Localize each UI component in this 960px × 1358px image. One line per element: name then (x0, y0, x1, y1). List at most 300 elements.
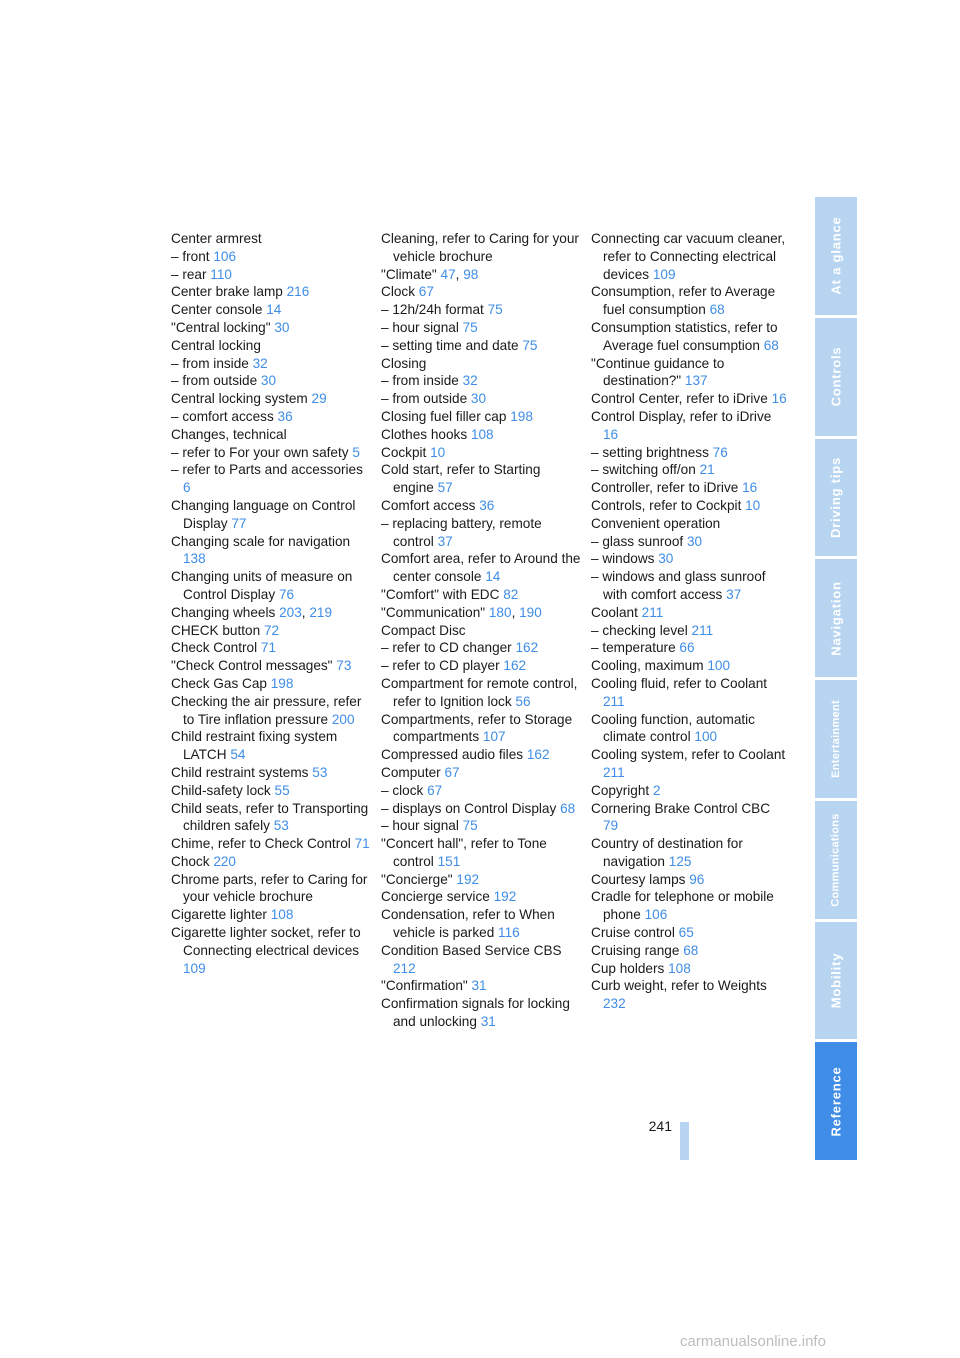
page-reference-link[interactable]: 106 (213, 248, 237, 264)
index-entry (381, 355, 581, 373)
index-term: – from inside (171, 355, 249, 371)
index-term: – replacing battery, remote control (381, 515, 542, 549)
index-term: Clock (381, 284, 415, 300)
index-term: – refer to Parts and accessories (171, 462, 363, 478)
section-tab-mobility[interactable] (815, 922, 857, 1040)
index-entry (591, 444, 787, 462)
index-entry (381, 657, 581, 675)
index-term: Control Center, refer to iDrive (591, 391, 768, 407)
page-reference-link[interactable]: 200 (331, 711, 355, 727)
index-entry (591, 800, 787, 836)
index-term: – checking level (591, 622, 688, 638)
page-reference-link[interactable]: 109 (652, 266, 676, 282)
section-tab-at-a-glance[interactable] (815, 197, 857, 315)
index-entry (591, 675, 787, 711)
index-entry (171, 337, 371, 355)
page-reference-link[interactable]: 71 (354, 836, 370, 852)
index-entry (591, 533, 787, 551)
page-reference-link[interactable]: 65 (678, 925, 694, 941)
page-reference-link[interactable]: 98 (463, 266, 479, 282)
index-entry (381, 675, 581, 711)
page-reference-link[interactable]: 68 (709, 302, 725, 318)
index-entry (381, 497, 581, 515)
index-entry (591, 319, 787, 355)
index-term: "Concert hall", refer to Tone control (381, 836, 547, 869)
index-term: Child restraint systems (171, 764, 309, 780)
index-term: Check Control (171, 640, 258, 656)
page-reference-link[interactable]: 232 (603, 996, 626, 1012)
index-entry (171, 800, 371, 836)
page-reference-link[interactable]: 10 (430, 444, 446, 460)
page-reference-link[interactable]: 96 (689, 871, 705, 887)
page-reference-link[interactable]: 75 (462, 818, 478, 834)
index-term: – displays on Control Display (381, 800, 557, 816)
page-reference-link[interactable]: 2 (652, 782, 661, 798)
index-entry (591, 782, 787, 800)
index-entry (381, 586, 581, 604)
index-term: Confirmation signals for locking and unlocking (381, 996, 570, 1030)
page-reference-link[interactable]: 116 (498, 925, 520, 941)
index-entry (381, 444, 581, 462)
page-reference-link[interactable]: 67 (444, 764, 460, 780)
index-term: – from outside (171, 373, 258, 389)
index-entry (171, 319, 371, 337)
page-reference-link[interactable]: 192 (493, 889, 517, 905)
page-reference-link[interactable]: 36 (277, 408, 293, 424)
index-term: Concierge service (381, 889, 490, 905)
page-reference-link[interactable]: 190 (519, 604, 542, 620)
index-term: Clothes hooks (381, 426, 468, 442)
index-entry (381, 515, 581, 551)
index-term: Child-safety lock (171, 782, 271, 798)
page-reference-link[interactable]: 6 (183, 480, 191, 496)
page-reference-link[interactable]: 53 (312, 764, 328, 780)
page-reference-link[interactable]: 5 (352, 444, 360, 460)
index-term: Cleaning, refer to Caring for your vehicle brochure (381, 231, 579, 264)
index-entry (591, 479, 787, 497)
index-term: Cup holders (591, 960, 665, 976)
page-reference-link[interactable]: 56 (515, 693, 531, 709)
index-term: – glass sunroof (591, 533, 684, 549)
section-tab-label: Mobility (828, 952, 844, 1009)
page-reference-link[interactable]: 100 (694, 729, 718, 745)
page-reference-link[interactable]: 75 (462, 319, 478, 335)
index-term: – temperature (591, 640, 676, 656)
page-reference-link[interactable]: 31 (480, 1014, 496, 1030)
index-entry (591, 604, 787, 622)
page-reference-link[interactable]: 79 (603, 818, 619, 834)
index-term: – switching off/on (591, 462, 696, 478)
index-term: Condition Based Service CBS (381, 942, 562, 958)
index-entry (381, 461, 581, 497)
index-term: Changing language on Control Display (171, 497, 356, 531)
index-entry (591, 746, 787, 782)
index-term: – front (171, 248, 210, 264)
page-reference-link[interactable]: 180 (488, 604, 512, 620)
index-entry (381, 390, 581, 408)
index-entry: "Climate" 47, 98 (381, 266, 479, 282)
index-term: Changes, technical (171, 426, 287, 442)
index-term: Closing fuel filler cap (381, 408, 507, 424)
index-entry (171, 657, 371, 675)
index-entry (381, 337, 581, 355)
index-term: "Climate" (381, 266, 437, 282)
index-term: "Check Control messages" (171, 658, 333, 674)
page-reference-link[interactable]: 16 (742, 480, 758, 496)
index-term: CHECK button (171, 622, 261, 638)
page-reference-link[interactable]: 21 (699, 462, 715, 478)
page-reference-link[interactable]: 68 (560, 800, 576, 816)
page-reference-link[interactable]: 67 (427, 782, 443, 798)
index-entry (591, 639, 787, 657)
index-entry (591, 657, 787, 675)
section-tab-label: Entertainment (830, 699, 843, 778)
page-reference-link[interactable]: 109 (183, 960, 206, 976)
index-entry (381, 995, 581, 1031)
index-entry (171, 372, 371, 390)
index-entry (171, 906, 371, 924)
index-column-2 (381, 230, 581, 1031)
page-reference-link[interactable]: 219 (309, 604, 333, 620)
page-reference-link[interactable]: 137 (684, 373, 708, 389)
page-reference-link[interactable]: 211 (641, 604, 664, 620)
page-reference-link[interactable]: 75 (522, 337, 538, 353)
index-entry (171, 693, 371, 729)
section-tab-label: Driving tips (828, 456, 844, 538)
index-entry (171, 622, 371, 640)
index-entry (381, 977, 581, 995)
page-reference-link[interactable]: 57 (437, 480, 453, 496)
index-entry: Changing wheels 203, 219 (171, 604, 333, 620)
section-tab-label: Controls (828, 346, 844, 407)
index-entry (591, 230, 787, 283)
index-term: "Central locking" (171, 319, 271, 335)
page-reference-link[interactable]: 77 (231, 515, 247, 531)
index-term: Central locking system (171, 391, 308, 407)
index-entry (381, 622, 581, 640)
index-entry (381, 782, 581, 800)
index-term: Center armrest (171, 231, 262, 246)
index-term: Convenient operation (591, 515, 721, 531)
index-term: Cruising range (591, 942, 680, 958)
page-reference-link[interactable]: 54 (230, 747, 246, 763)
section-tab-communications[interactable] (815, 801, 857, 919)
index-column-1 (171, 230, 371, 977)
index-term: Connecting car vacuum cleaner, refer to Connecting electrical devices (591, 231, 786, 282)
page-reference-link[interactable]: 138 (183, 551, 206, 567)
index-term: Compact Disc (381, 622, 466, 638)
index-term: Cockpit (381, 444, 427, 460)
index-entry (591, 355, 787, 391)
index-term: Computer (381, 764, 441, 780)
index-term: Chock (171, 853, 210, 869)
index-term: Consumption statistics, refer to Average fuel consumption (591, 319, 778, 353)
index-term: "Confirmation" (381, 978, 468, 994)
page-reference-link[interactable]: 14 (485, 569, 501, 585)
index-entry (591, 408, 787, 444)
index-term: Copyright (591, 782, 650, 798)
index-entry (171, 782, 371, 800)
index-term: – setting brightness (591, 444, 709, 460)
index-entry (381, 372, 581, 390)
section-tab-reference[interactable] (815, 1042, 857, 1160)
page-reference-link[interactable]: 30 (658, 551, 674, 567)
index-term: Cornering Brake Control CBC (591, 800, 771, 816)
index-term: Compressed audio files (381, 747, 524, 763)
page-reference-link[interactable]: 203 (279, 604, 302, 620)
index-entry (591, 497, 787, 515)
page-reference-link[interactable]: 192 (456, 871, 480, 887)
index-entry (381, 426, 581, 444)
page-reference-link[interactable]: 32 (252, 355, 268, 371)
page-reference-link[interactable]: 198 (270, 675, 294, 691)
index-term: Cooling system, refer to Coolant (591, 747, 786, 763)
page-reference-link[interactable]: 31 (471, 978, 487, 994)
index-entry (591, 711, 787, 747)
index-entry (171, 568, 371, 604)
page-reference-link[interactable]: 162 (503, 658, 527, 674)
index-entry (591, 942, 787, 960)
page-reference-link[interactable]: 212 (393, 960, 416, 976)
index-entry (171, 728, 371, 764)
index-term: Cooling, maximum (591, 658, 704, 674)
page-reference-link[interactable]: 16 (603, 426, 619, 442)
page-reference-link[interactable]: 30 (260, 373, 277, 389)
page-number-bar (680, 1122, 689, 1160)
index-entry (591, 871, 787, 889)
index-term: Checking the air pressure, refer to Tire inflation pressure (171, 693, 362, 727)
index-entry (381, 764, 581, 782)
index-entry (171, 835, 371, 853)
page-number: 241 (648, 1118, 672, 1134)
page-reference-link[interactable]: 47 (440, 266, 456, 282)
page-reference-link[interactable]: 110 (210, 266, 232, 282)
page-reference-link[interactable]: 10 (745, 497, 761, 513)
index-entry (381, 283, 581, 301)
page-reference-link[interactable]: 30 (274, 319, 290, 335)
index-entry (381, 800, 581, 818)
index-column-3 (591, 230, 787, 1013)
index-entry (171, 266, 371, 284)
index-term: Cradle for telephone or mobile phone (591, 889, 774, 923)
section-tab-navigation[interactable] (815, 559, 857, 677)
index-term: – hour signal (381, 818, 459, 834)
page-reference-link[interactable]: 82 (503, 586, 519, 602)
index-term: – setting time and date (381, 337, 519, 353)
section-tabs (815, 197, 857, 1160)
index-term: – windows (591, 551, 655, 567)
index-entry (591, 960, 787, 978)
index-entry (591, 924, 787, 942)
index-entry (171, 871, 371, 907)
section-tab-controls[interactable] (815, 318, 857, 436)
section-tab-driving-tips[interactable] (815, 439, 857, 557)
index-term: Cigarette lighter socket, refer to Connecting electrical devices (171, 925, 361, 958)
section-tab-label: Navigation (828, 580, 844, 656)
page-reference-link[interactable]: 216 (286, 284, 310, 300)
page-reference-link[interactable]: 75 (487, 302, 503, 318)
index-entry (381, 639, 581, 657)
page-reference-link[interactable]: 211 (603, 693, 625, 709)
index-term: Center brake lamp (171, 284, 283, 300)
index-term: Child restraint fixing system LATCH (171, 729, 338, 763)
page-reference-link[interactable]: 72 (263, 622, 280, 638)
index-entry (591, 550, 787, 568)
index-entry (171, 675, 371, 693)
index-entry (381, 888, 581, 906)
index-entry (171, 764, 371, 782)
index-term: Chrome parts, refer to Caring for your vehicle brochure (171, 871, 368, 905)
page-reference-link[interactable]: 66 (679, 640, 695, 656)
page-reference-link[interactable]: 73 (336, 658, 352, 674)
index-entry (171, 853, 371, 871)
index-term: Compartments, refer to Storage compartments (381, 711, 573, 745)
page-reference-link[interactable]: 100 (707, 658, 731, 674)
index-term: Courtesy lamps (591, 871, 686, 887)
page-reference-link[interactable]: 30 (470, 391, 487, 407)
index-term: Cold start, refer to Starting engine (381, 462, 541, 496)
index-term: Changing scale for navigation (171, 533, 351, 549)
index-term: – refer to CD player (381, 658, 500, 674)
index-term: Consumption, refer to Average fuel consumption (591, 284, 776, 318)
index-entry (171, 408, 371, 426)
page-reference-link[interactable]: 108 (470, 426, 494, 442)
page-reference-link[interactable]: 67 (418, 284, 434, 300)
index-term: Condensation, refer to When vehicle is parked (381, 907, 555, 941)
index-entry (381, 871, 581, 889)
index-term: – hour signal (381, 319, 459, 335)
index-entry (381, 942, 581, 978)
index-term: Changing wheels (171, 604, 276, 620)
page-reference-link[interactable]: 76 (712, 444, 728, 460)
index-entry (381, 301, 581, 319)
page-reference-link[interactable]: 30 (686, 533, 703, 549)
index-term: Central locking (171, 337, 261, 353)
page-reference-link[interactable]: 71 (260, 640, 277, 656)
index-entry: "Communication" 180, 190 (381, 604, 542, 620)
page-reference-link[interactable]: 220 (213, 853, 236, 869)
index-entry (171, 924, 371, 977)
page-reference-link[interactable]: 108 (270, 907, 294, 923)
index-entry (381, 319, 581, 337)
index-term: Coolant (591, 604, 638, 620)
page-reference-link[interactable]: 198 (510, 408, 533, 424)
index-entry (591, 888, 787, 924)
index-term: Cooling fluid, refer to Coolant (591, 675, 768, 691)
index-entry (171, 283, 371, 301)
index-term: Check Gas Cap (171, 675, 267, 691)
page-reference-link[interactable]: 14 (266, 302, 282, 318)
section-tab-label: Reference (828, 1066, 844, 1137)
page-reference-link[interactable]: 211 (603, 764, 625, 780)
index-entry (381, 817, 581, 835)
index-term: Comfort access (381, 497, 476, 513)
index-term: "Continue guidance to destination?" (591, 355, 725, 389)
section-tab-entertainment[interactable] (815, 680, 857, 798)
page-reference-link[interactable]: 108 (668, 960, 691, 976)
index-entry (171, 639, 371, 657)
page-reference-link[interactable]: 53 (273, 818, 289, 834)
index-entry (591, 568, 787, 604)
watermark: carmanualsonline.info (680, 1333, 826, 1350)
index-entry (381, 746, 581, 764)
index-term: Changing units of measure on Control Display (171, 569, 353, 602)
index-entry (591, 283, 787, 319)
index-term: – from outside (381, 391, 468, 407)
index-term: "Communication" (381, 604, 486, 620)
section-tab-label: At a glance (828, 216, 844, 295)
index-term: Country of destination for navigation (591, 836, 743, 869)
page-reference-link[interactable]: 37 (437, 533, 453, 549)
page-reference-link[interactable]: 16 (771, 391, 787, 407)
index-entry (591, 977, 787, 1013)
index-term: Controller, refer to iDrive (591, 480, 739, 496)
page-reference-link[interactable]: 32 (462, 373, 478, 389)
page-reference-link[interactable]: 29 (311, 391, 327, 407)
index-term: Center console (171, 302, 263, 318)
index-term: – comfort access (171, 408, 274, 424)
index-term: Closing (381, 355, 427, 371)
index-entry (591, 622, 787, 640)
index-term: Cooling function, automatic climate control (591, 711, 755, 745)
index-entry (171, 444, 371, 462)
index-entry (381, 906, 581, 942)
index-term: Curb weight, refer to Weights (591, 978, 767, 994)
index-term: – from inside (381, 373, 459, 389)
index-term: Chime, refer to Check Control (171, 836, 351, 852)
page-reference-link[interactable]: 162 (526, 747, 550, 763)
page-reference-link[interactable]: 55 (274, 782, 290, 798)
index-term: – refer to For your own safety (171, 444, 349, 460)
index-entry (171, 426, 371, 444)
index-entry (171, 248, 371, 266)
index-term: "Concierge" (381, 871, 453, 887)
index-entry (171, 390, 371, 408)
page-reference-link[interactable]: 211 (691, 622, 714, 638)
page-reference-link[interactable]: 76 (278, 586, 295, 602)
index-term: – refer to CD changer (381, 640, 512, 656)
index-term: – windows and glass sunroof with comfort access (591, 569, 766, 602)
index-term: Control Display, refer to iDrive (591, 408, 772, 424)
index-entry (591, 390, 787, 408)
index-entry (171, 461, 371, 497)
index-term: – rear (171, 266, 207, 282)
page-reference-link[interactable]: 106 (644, 907, 668, 923)
index-term: Controls, refer to Cockpit (591, 497, 742, 513)
index-entry (171, 497, 371, 533)
index-entry (381, 550, 581, 586)
index-entry (381, 711, 581, 747)
index-entry (381, 835, 581, 871)
page-reference-link[interactable]: 151 (437, 853, 461, 869)
page-reference-link[interactable]: 68 (683, 942, 699, 958)
index-entry (171, 230, 371, 248)
index-term: Comfort area, refer to Around the center console (381, 551, 581, 585)
page-reference-link[interactable]: 162 (515, 640, 539, 656)
index-entry (381, 408, 581, 426)
page-reference-link[interactable]: 36 (479, 497, 495, 513)
page-reference-link[interactable]: 68 (763, 337, 779, 353)
page-reference-link[interactable]: 37 (726, 586, 742, 602)
index-entry (591, 515, 787, 533)
index-entry (171, 533, 371, 569)
page-reference-link[interactable]: 125 (668, 853, 692, 869)
page-reference-link[interactable]: 107 (482, 729, 506, 745)
index-entry (591, 835, 787, 871)
index-term: Child seats, refer to Transporting children safely (171, 800, 369, 834)
index-term: Cruise control (591, 925, 675, 941)
index-term: – clock (381, 782, 424, 798)
